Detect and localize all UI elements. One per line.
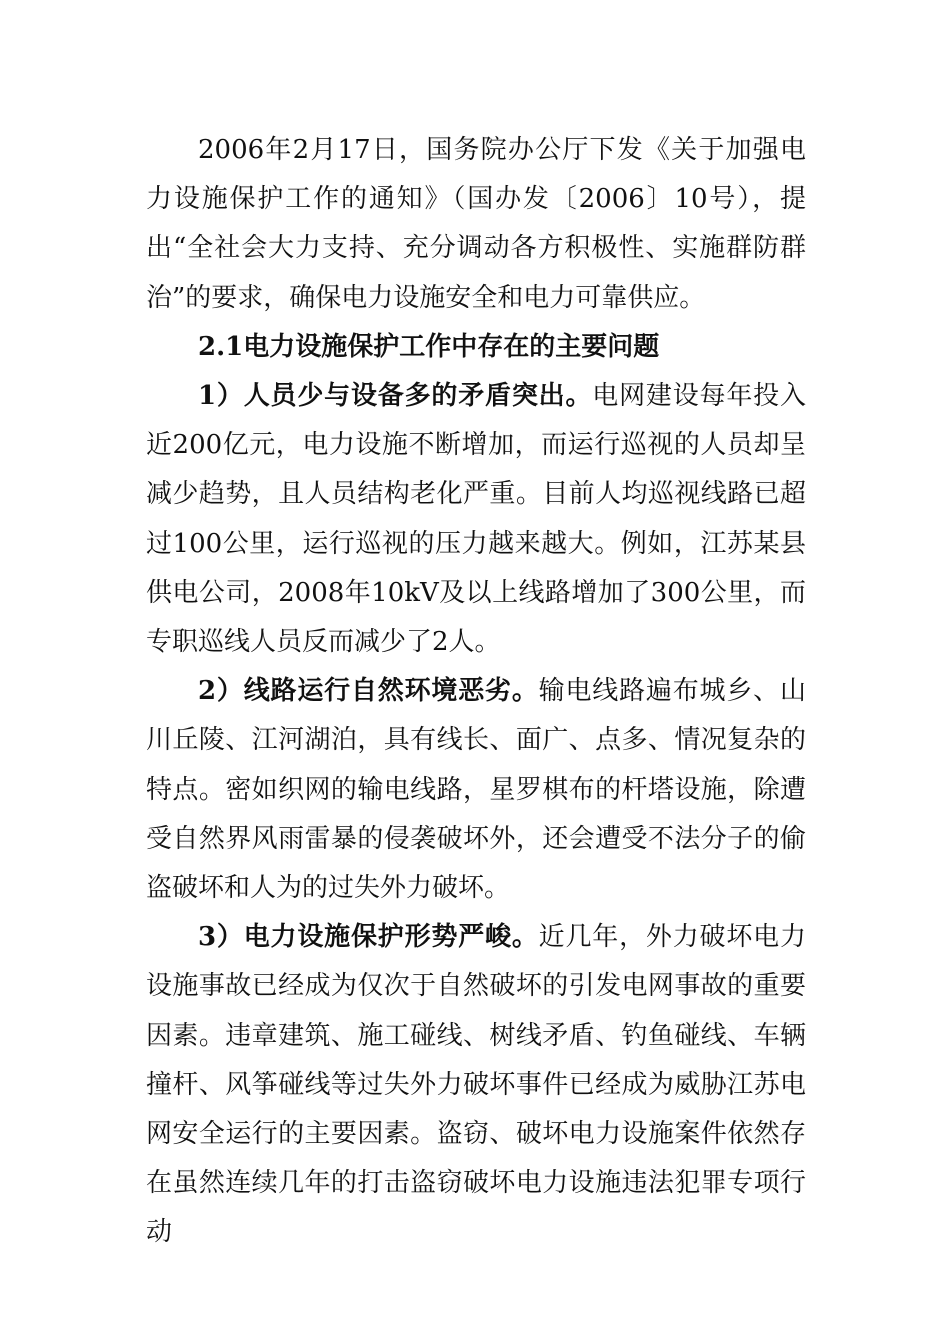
item-lead-2: 2）线路运行自然环境恶劣。 [198,676,539,707]
item-paragraph-2 [146,667,806,913]
item-lead-1: 1）人员少与设备多的矛盾突出。 [198,381,593,412]
document-page [146,126,806,1258]
item-paragraph-3 [146,913,806,1257]
item-body-2: 输电线路遍布城乡、山川丘陵、江河湖泊，具有线长、面广、点多、情况复杂的特点。密如织网的输电线路，星罗棋布的杆塔设施，除遭受自然界风雨雷暴的侵袭破坏外，还会遭受不法分子的偷盗破坏和人为的过失外力破坏。 [146,676,806,904]
item-body-3: 近几年，外力破坏电力设施事故已经成为仅次于自然破坏的引发电网事故的重要因素。违章建筑、施工碰线、树线矛盾、钓鱼碰线、车辆撞杆、风筝碰线等过失外力破坏事件已经成为威胁江苏电网安全运行的主要因素。盗窃、破坏电力设施案件依然存在虽然连续几年的打击盗窃破坏电力设施违法犯罪专项行动 [146,922,806,1248]
item-paragraph-1 [146,372,806,667]
section-heading: 2.1电力设施保护工作中存在的主要问题 [198,331,660,362]
item-body-1: 电网建设每年投入近200亿元，电力设施不断增加，而运行巡视的人员却呈减少趋势，且人员结构老化严重。目前人均巡视线路已超过100公里，运行巡视的压力越来越大。例如，江苏某县供电公司，2008年10kV及以上线路增加了300公里，而专职巡线人员反而减少了2人。 [146,381,806,658]
item-lead-3: 3）电力设施保护形势严峻。 [198,922,539,953]
intro-paragraph: 2006年2月17日，国务院办公厅下发《关于加强电力设施保护工作的通知》（国办发〔2006〕10号），提出“全社会大力支持、充分调动各方积极性、实施群防群治”的要求，确保电力设施安全和电力可靠供应。 [146,135,806,313]
